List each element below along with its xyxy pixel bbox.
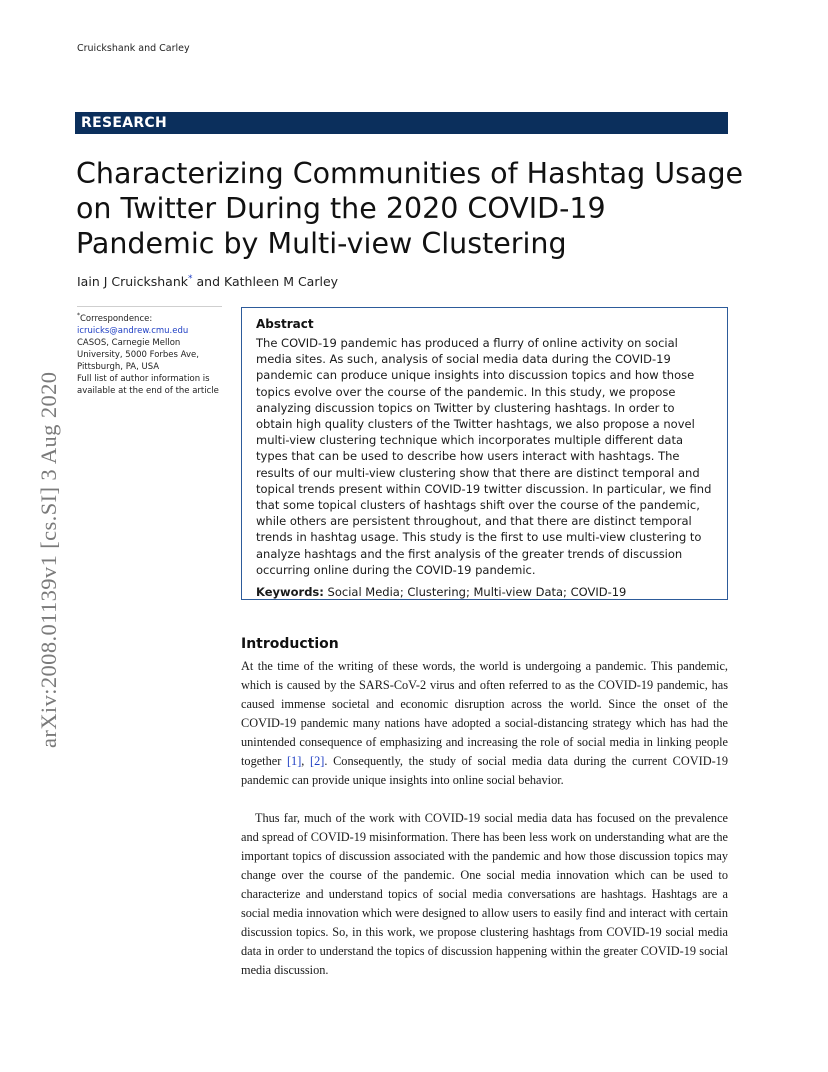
affiliation-line: Pittsburgh, PA, USA (77, 361, 160, 372)
abstract-text: The COVID-19 pandemic has produced a flurry of online activity on social media sites. As such, analysis of social media data during the COVID-19 pandemic can produce unique insights into discussion topics and how those topics evolve over the course of the pandemic. In this study, we propose analyzing discussion topics on Twitter by clustering hashtags. In order to obtain high quality clusters of the Twitter hashtags, we also propose a novel multi-view clustering technique which incorporates multiple different data types that can be used to describe how users interact with hashtags. The results of our multi-view clustering show that there are distinct temporal and topical trends present within COVID-19 twitter discussion. In particular, we find that some topical clusters of hashtags shift over the course of the pandemic, while others are persistent throughout, and that there are distinct temporal trends in hashtag usage. This study is the first to use multi-view clustering to analyze hashtags and the first analysis of the greater trends of discussion occurring online during the COVID-19 pandemic. (256, 336, 712, 577)
correspondence-marker[interactable]: * (188, 274, 193, 284)
abstract-box (241, 307, 728, 600)
correspondence-email[interactable]: icruicks@andrew.cmu.edu (77, 325, 189, 336)
correspondence-label (77, 310, 227, 325)
author-line (77, 274, 338, 289)
arxiv-stamp (36, 298, 60, 748)
citation-separator: , (301, 754, 311, 768)
correspondence-note (77, 310, 227, 397)
citation-link[interactable]: [2] (310, 754, 325, 768)
author-info-note: available at the end of the article (77, 385, 219, 396)
correspondence-label-text: Correspondence: (80, 313, 153, 324)
intro-p1-text-end: . Consequently, the study of social media data during the current COVID-19 pandemic can provide unique insights into online social behavior. (241, 754, 728, 787)
section-heading-introduction: Introduction (241, 636, 339, 652)
intro-p1-text: At the time of the writing of these words, the world is undergoing a pandemic. This pandemic, which is caused by the SARS-CoV-2 virus and often referred to as the COVID-19 pandemic, has caused immense societal and economic disruption across the world. Since the onset of the COVID-19 pandemic many nations have adopted a social-distancing strategy which has had the unintended consequence of emphasizing and increasing the role of social media in linking people together (241, 659, 728, 768)
running-head: Cruickshank and Carley (77, 43, 190, 54)
affiliation-line: CASOS, Carnegie Mellon (77, 337, 181, 348)
intro-paragraph-1 (241, 657, 728, 790)
keywords (256, 584, 713, 600)
abstract-heading: Abstract (256, 317, 314, 331)
author-info-note: Full list of author information is (77, 373, 210, 384)
author-first: Iain J Cruickshank (77, 274, 189, 290)
correspondence-label-marker: * (77, 312, 80, 319)
section-label: RESEARCH (75, 112, 728, 134)
author-rest: and Kathleen M Carley (192, 274, 339, 290)
keywords-label: Keywords: (256, 585, 324, 600)
intro-paragraph-2: Thus far, much of the work with COVID-19 social media data has focused on the prevalence and spread of COVID-19 misinformation. There has been less work on understanding what are the important topics of discussion associated with the pandemic and how those discussion topics may change over the course of the pandemic. One social media innovation which can be used to characterize and understand topics of social media conversations are hashtags. Hashtags are a social media innovation which were designed to allow users to easily find and interact with certain discussion topics. So, in this work, we propose clustering hashtags from COVID-19 social media data in order to understand the topics of discussion happening within the greater COVID-19 social media discussion. (241, 811, 728, 977)
keywords-list: Social Media; Clustering; Multi-view Data; COVID-19 (327, 585, 627, 600)
page-title: Characterizing Communities of Hashtag Usage on Twitter During the 2020 COVID-19 Pandemic by Multi-view Clustering (76, 157, 744, 260)
sidebar-divider (77, 306, 222, 307)
affiliation-line: University, 5000 Forbes Ave, (77, 349, 199, 360)
citation-link[interactable]: [1] (286, 754, 302, 768)
arxiv-stamp-text: arXiv:2008.01139v1 [cs.SI] 3 Aug 2020 (36, 371, 61, 748)
